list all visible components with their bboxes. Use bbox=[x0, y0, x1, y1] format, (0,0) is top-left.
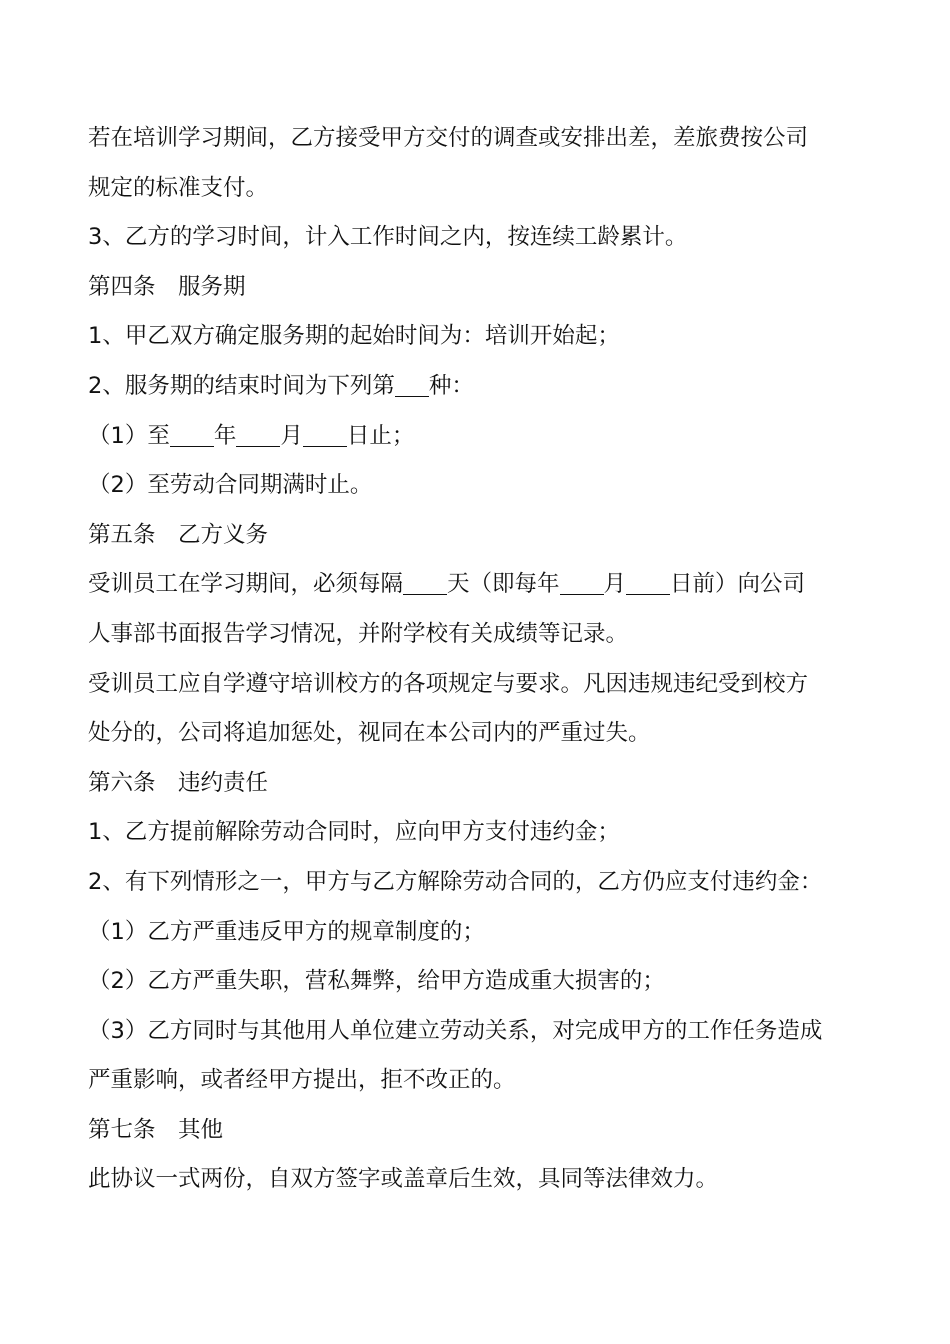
fill-in-blank[interactable] bbox=[303, 422, 347, 447]
text-segment: 天（即每年 bbox=[447, 571, 560, 598]
text-segment: 种： bbox=[428, 372, 474, 399]
section-heading: 第六条 违约责任 bbox=[88, 769, 269, 796]
text-segment: 月 bbox=[603, 571, 627, 598]
clause-item bbox=[88, 362, 868, 412]
text-segment: 日止； bbox=[346, 422, 415, 449]
section-heading: 第七条 其他 bbox=[88, 1116, 224, 1143]
fill-in-blank[interactable] bbox=[395, 372, 429, 397]
fill-in-blank[interactable] bbox=[560, 571, 604, 596]
sub-clause-item: （3）乙方同时与其他用人单位建立劳动关系，对完成甲方的工作任务造成 bbox=[88, 1017, 823, 1044]
clause-item: 3、乙方的学习时间，计入工作时间之内，按连续工龄累计。 bbox=[88, 224, 688, 251]
text-segment: 月 bbox=[280, 422, 303, 449]
sub-clause-item: （1）乙方严重违反甲方的规章制度的； bbox=[88, 918, 485, 945]
fill-in-blank[interactable] bbox=[170, 422, 214, 447]
clause-item: 2、有下列情形之一，甲方与乙方解除劳动合同的，乙方仍应支付违约金： bbox=[88, 868, 823, 895]
text-segment: 日前）向公司 bbox=[670, 571, 806, 598]
clause-item: 1、甲乙双方确定服务期的起始时间为：培训开始起； bbox=[88, 323, 620, 350]
fill-in-blank[interactable] bbox=[403, 571, 447, 596]
text-segment: 受训员工在学习期间，必须每隔 bbox=[88, 571, 404, 598]
text-segment: （1）至 bbox=[88, 422, 170, 449]
text-segment: 年 bbox=[213, 422, 237, 449]
fill-in-blank[interactable] bbox=[236, 422, 280, 447]
paragraph-line: 此协议一式两份，自双方签字或盖章后生效，具同等法律效力。 bbox=[88, 1166, 719, 1193]
paragraph-line: 若在培训学习期间，乙方接受甲方交付的调查或安排出差，差旅费按公司 bbox=[88, 125, 809, 151]
paragraph-line: 受训员工应自学遵守培训校方的各项规定与要求。凡因违规违纪受到校方 bbox=[88, 670, 809, 697]
sub-clause-item bbox=[88, 412, 868, 462]
paragraph-line: 处分的，公司将追加惩处，视同在本公司内的严重过失。 bbox=[88, 720, 651, 747]
paragraph-line: 人事部书面报告学习情况，并附学校有关成绩等记录。 bbox=[88, 620, 629, 647]
sub-clause-item: （2）乙方严重失职，营私舞弊，给甲方造成重大损害的； bbox=[88, 968, 665, 995]
section-heading: 第五条 乙方义务 bbox=[88, 521, 269, 548]
paragraph-line: 规定的标准支付。 bbox=[88, 174, 269, 201]
section-heading: 第四条 服务期 bbox=[88, 273, 246, 300]
document-body bbox=[88, 114, 868, 1205]
paragraph-line: 严重影响，或者经甲方提出，拒不改正的。 bbox=[88, 1067, 516, 1094]
fill-in-blank[interactable] bbox=[626, 571, 670, 596]
text-segment: 2、服务期的结束时间为下列第 bbox=[88, 372, 395, 399]
sub-clause-item: （2）至劳动合同期满时止。 bbox=[88, 472, 373, 499]
paragraph-line bbox=[88, 560, 868, 610]
clause-item: 1、乙方提前解除劳动合同时，应向甲方支付违约金； bbox=[88, 819, 620, 846]
